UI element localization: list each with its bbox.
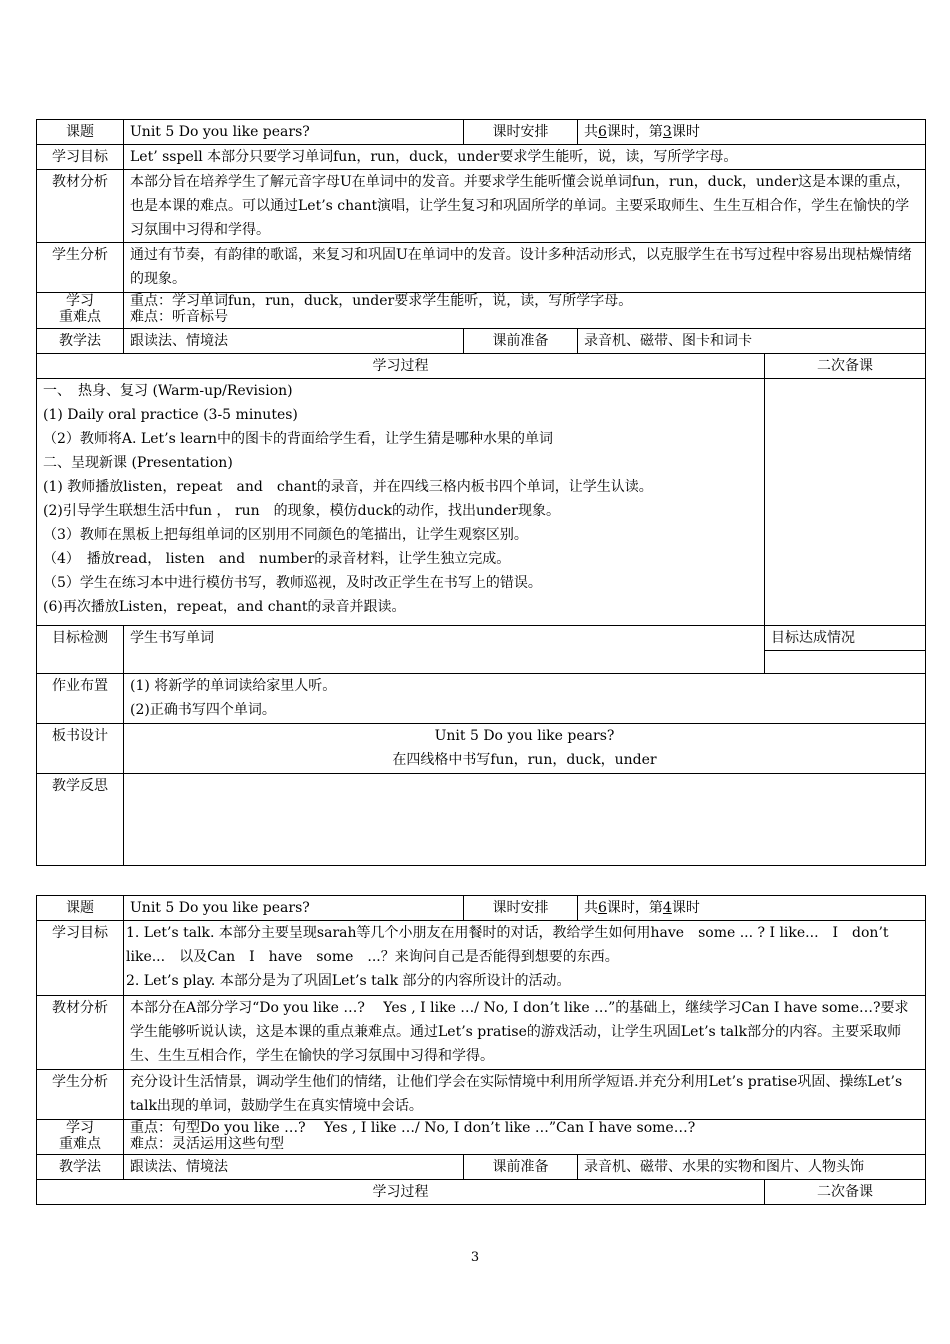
- homework-value: (1) 将新学的单词读给家里人听。 (2)正确书写四个单词。: [124, 674, 926, 724]
- material-value: 本部分旨在培养学生了解元音字母U在单词中的发音。并要求学生能听懂会说单词fun，run，duck，under这是本课的重点，也是本课的难点。可以通过Let’s chant演唱，让学生复习和巩固所学的单词。主要采取师生、生生互相合作，学生在愉快的学习氛围中习得和学得。: [124, 170, 926, 243]
- key-value: 重点：学习单词fun，run，duck，under要求学生能听，说，读，写所学字母。 难点：听音标号: [124, 293, 926, 329]
- prep-label: 课前准备: [464, 329, 578, 354]
- schedule-value: 共6课时，第3课时: [578, 120, 926, 145]
- key-label: 学习 重难点: [37, 1120, 124, 1155]
- achieve-cell: [765, 626, 926, 674]
- topic-value: Unit 5 Do you like pears?: [124, 896, 464, 921]
- lesson-plan-table-2: [36, 895, 926, 1205]
- schedule-label: 课时安排: [464, 120, 578, 145]
- topic-label: 课题: [37, 896, 124, 921]
- process-line: 一、 热身、复习 (Warm-up/Revision): [43, 383, 293, 399]
- process-header: 学习过程: [37, 1180, 765, 1205]
- process-line: （2）教师将A. Let’s learn中的图卡的背面给学生看，让学生猜是哪种水果的单词: [43, 431, 554, 447]
- check-value: 学生书写单词: [124, 626, 765, 674]
- material-label: 教材分析: [37, 170, 124, 243]
- process-line: （4） 播放read， listen and number的录音材料，让学生独立完成。: [43, 551, 511, 567]
- student-label: 学生分析: [37, 243, 124, 293]
- achieve-label: 目标达成情况: [765, 626, 925, 651]
- process-line: (2)引导学生联想生活中fun ， run 的现象，模仿duck的动作，找出under现象。: [43, 503, 560, 519]
- check-label: 目标检测: [37, 626, 124, 674]
- process-line: (1) 教师播放listen，repeat and chant的录音，并在四线三格内板书四个单词，让学生认读。: [43, 479, 653, 495]
- reflect-label: 教学反思: [37, 774, 124, 866]
- student-label: 学生分析: [37, 1070, 124, 1120]
- second-prep-header: 二次备课: [765, 354, 926, 379]
- key-label: 学习 重难点: [37, 293, 124, 329]
- topic-label: 课题: [37, 120, 124, 145]
- student-value: 通过有节奏，有韵律的歌谣，来复习和巩固U在单词中的发音。设计多种活动形式，以克服学生在书写过程中容易出现枯燥情绪的现象。: [124, 243, 926, 293]
- material-label: 教材分析: [37, 996, 124, 1070]
- key-value: 重点：句型Do you like …? Yes , I like …/ No, I don’t like …”Can I have some…? 难点：灵活运用这些句型: [124, 1120, 926, 1155]
- process-content: [37, 379, 765, 626]
- process-line: （5）学生在练习本中进行模仿书写，教师巡视，及时改正学生在书写上的错误。: [43, 575, 542, 591]
- second-prep-header: 二次备课: [765, 1180, 926, 1205]
- method-value: 跟读法、情境法: [124, 1155, 464, 1180]
- process-header: 学习过程: [37, 354, 765, 379]
- process-line: (1) Daily oral practice (3-5 minutes): [43, 407, 298, 423]
- prep-label: 课前准备: [464, 1155, 578, 1180]
- process-line: 二、呈现新课 (Presentation): [43, 455, 233, 471]
- schedule-value: 共6课时，第4课时: [578, 896, 926, 921]
- method-label: 教学法: [37, 1155, 124, 1180]
- process-line: （3）教师在黑板上把每组单词的区别用不同颜色的笔描出，让学生观察区别。: [43, 527, 528, 543]
- method-value: 跟读法、情境法: [124, 329, 464, 354]
- reflect-value: [124, 774, 926, 866]
- lesson-plan-table-1: [36, 119, 926, 866]
- second-prep-content: [765, 379, 926, 626]
- board-label: 板书设计: [37, 724, 124, 774]
- topic-value: Unit 5 Do you like pears?: [124, 120, 464, 145]
- goal-value: Let’ sspell 本部分只要学习单词fun，run，duck，under要求学生能听，说，读，写所学字母。: [124, 145, 926, 170]
- board-value: Unit 5 Do you like pears? 在四线格中书写fun，run，duck，under: [124, 724, 926, 774]
- goal-label: 学习目标: [37, 921, 124, 996]
- student-value: 充分设计生活情景，调动学生他们的情绪，让他们学会在实际情境中利用所学短语.并充分利用Let’s pratise巩固、操练Let’s talk出现的单词，鼓励学生在真实情境中会话。: [124, 1070, 926, 1120]
- prep-value: 录音机、磁带、图卡和词卡: [578, 329, 926, 354]
- schedule-label: 课时安排: [464, 896, 578, 921]
- homework-label: 作业布置: [37, 674, 124, 724]
- material-value: 本部分在A部分学习“Do you like …? Yes , I like …/ No, I don’t like …”的基础上，继续学习Can I have some…?要求学生能够听说认读，这是本课的重点兼难点。通过Let’s pratise的游戏活动，让学生巩固Let’s talk部分的内容。主要采取师生、生生互相合作，学生在愉快的学习氛围中习得和学得。: [124, 996, 926, 1070]
- page-number: 3: [470, 1250, 480, 1265]
- method-label: 教学法: [37, 329, 124, 354]
- process-line: (6)再次播放Listen，repeat，and chant的录音并跟读。: [43, 599, 406, 615]
- prep-value: 录音机、磁带、水果的实物和图片、人物头饰: [578, 1155, 926, 1180]
- goal-value: 1. Let’s talk. 本部分主要呈现sarah等几个小朋友在用餐时的对话，教给学生如何用have some ... ? I like... I don’t like... 以及Can I have some ...？来询问自己是否能得到想要的东西。 2. Let’s play. 本部分是为了巩固Let’s talk 部分的内容所设计的活动。: [124, 921, 926, 996]
- goal-label: 学习目标: [37, 145, 124, 170]
